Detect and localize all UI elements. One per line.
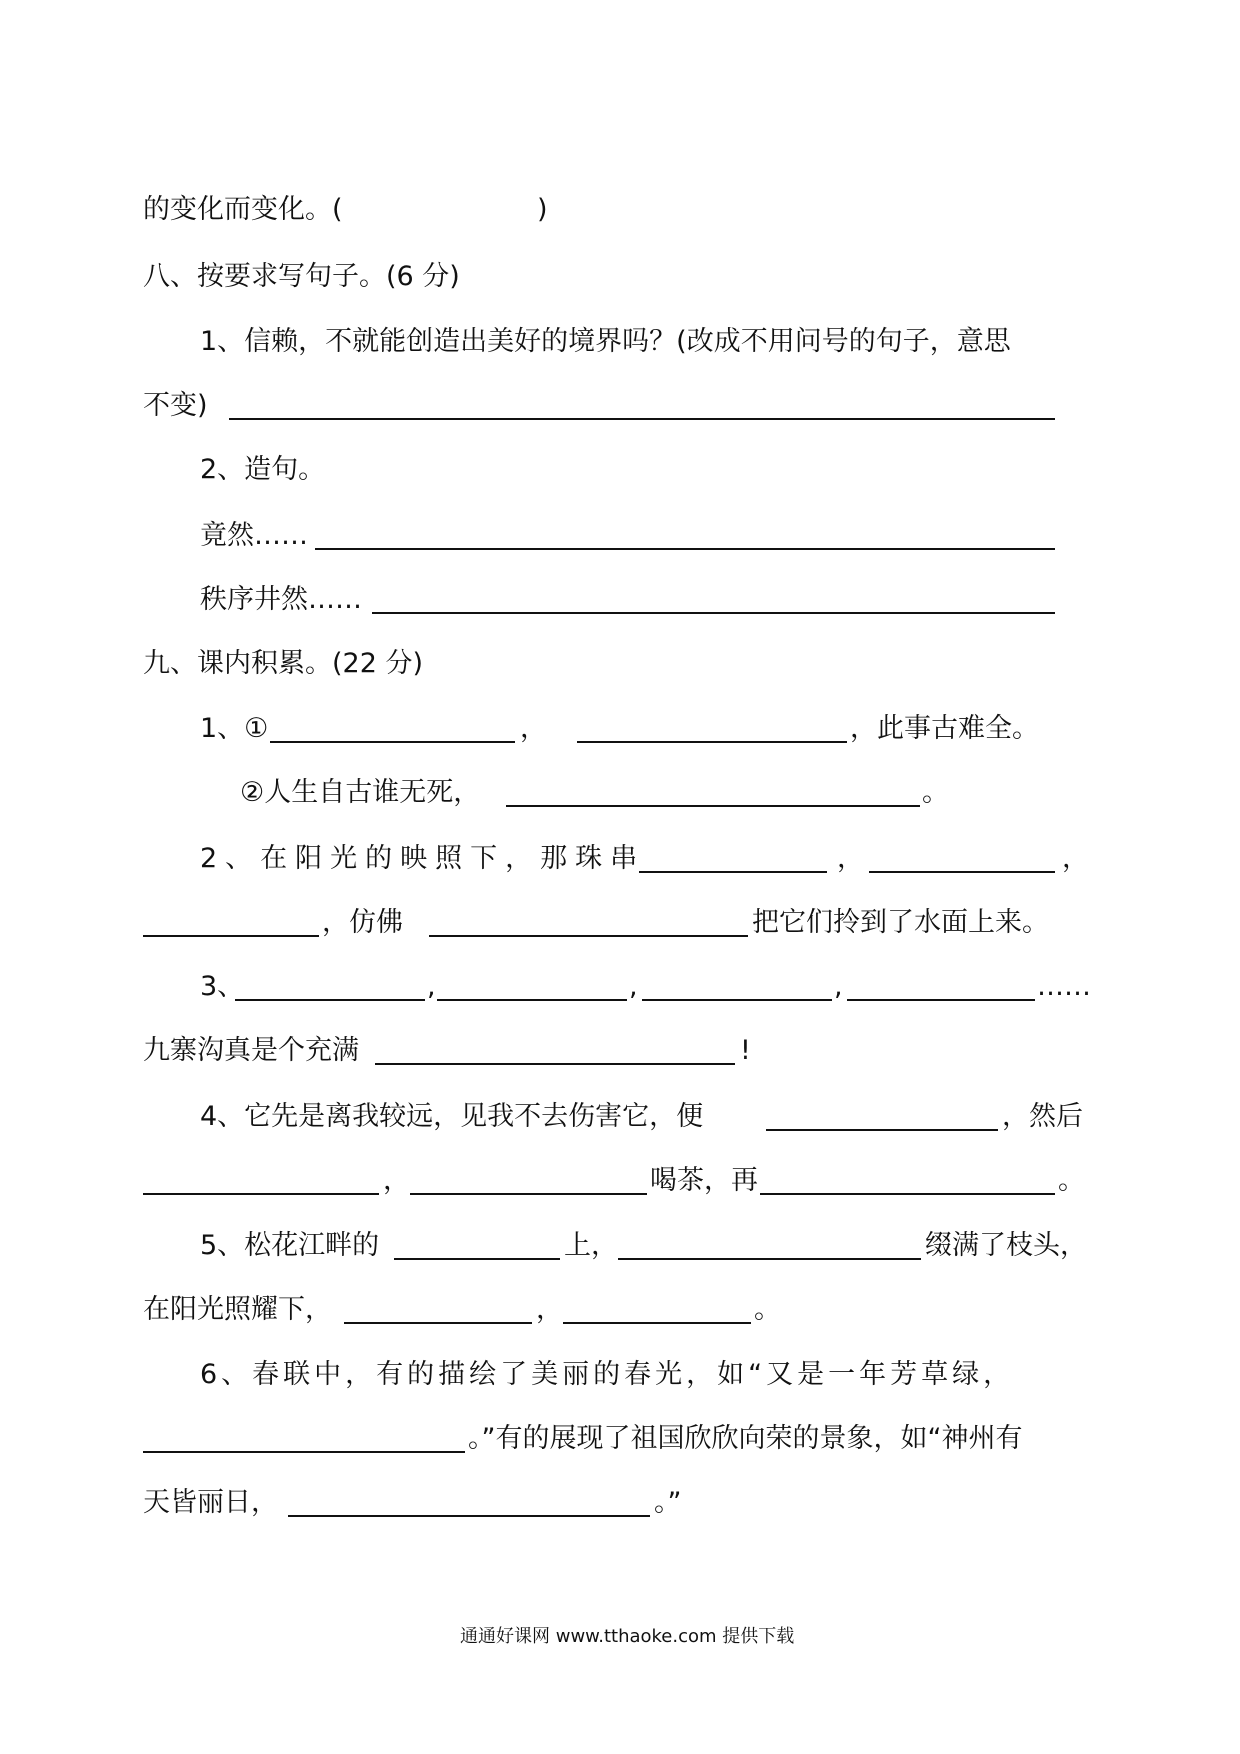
s9-q3-comma-3: , xyxy=(834,971,843,1002)
s9-q5-comma: ， xyxy=(536,1294,563,1325)
s9-q2-blank-1[interactable] xyxy=(639,839,827,873)
s9-q2-comma-2: ， xyxy=(1062,843,1089,874)
s9-q5-blank-4[interactable] xyxy=(563,1290,751,1324)
s9-q4-mid: 喝茶，再 xyxy=(650,1165,758,1196)
s9-q3-comma-1: , xyxy=(427,971,436,1002)
s9-q2-blank-4[interactable] xyxy=(429,903,748,937)
s9-q4-comma: ， xyxy=(383,1165,410,1196)
section-8-heading: 八、按要求写句子。(6 分) xyxy=(143,261,460,292)
s9-q3-blank-1[interactable] xyxy=(235,967,425,1001)
q7-tail-text: 的变化而变化。( xyxy=(143,194,343,225)
s9-q4-blank-1[interactable] xyxy=(766,1097,998,1131)
s9-q2-blank-3[interactable] xyxy=(143,903,319,937)
s9-q4-then: ，然后 xyxy=(1002,1101,1083,1132)
s9-q6-line xyxy=(0,1355,1240,1395)
s9-q1b-blank[interactable] xyxy=(506,773,920,807)
s9-q2-comma-1: ， xyxy=(837,843,864,874)
s9-q3-blank-2[interactable] xyxy=(437,967,627,1001)
s8-q2-word2: 秩序井然…… xyxy=(200,584,362,615)
s8-q1-tail: 不变) xyxy=(143,390,208,421)
s9-q5-line xyxy=(0,1226,1240,1266)
s9-q6b-line xyxy=(0,1419,1240,1459)
s9-q3b-end: ! xyxy=(740,1035,751,1066)
s9-q3-line xyxy=(0,967,1240,1007)
s9-q4-end: 。 xyxy=(1058,1165,1085,1196)
s9-q3-blank-4[interactable] xyxy=(847,967,1035,1001)
s9-q5-blank-3[interactable] xyxy=(344,1290,532,1324)
s8-q1-text: 1、信赖，不就能创造出美好的境界吗？(改成不用问号的句子，意思 xyxy=(200,326,1011,357)
s9-q6c-line xyxy=(0,1483,1240,1523)
s9-q3-label: 3、 xyxy=(200,971,245,1002)
s9-q6-end: 。” xyxy=(654,1487,682,1518)
section-9-heading: 九、课内积累。(22 分) xyxy=(143,648,424,679)
s8-q1-answer-blank[interactable] xyxy=(229,386,1055,420)
s8-q2-word1-blank[interactable] xyxy=(315,516,1055,550)
s9-q4-line xyxy=(0,1097,1240,1137)
s9-q5b-line xyxy=(0,1290,1240,1330)
s9-q5-blank-2[interactable] xyxy=(618,1226,921,1260)
s8-q1-line xyxy=(0,322,1240,362)
s9-q1-comma: ， xyxy=(520,713,547,744)
page-footer-line xyxy=(0,1617,1240,1657)
s9-q1-blank-2[interactable] xyxy=(577,709,847,743)
s9-q5-branch: 缀满了枝头， xyxy=(925,1230,1087,1261)
s9-q2-mid: ，仿佛 xyxy=(322,907,403,938)
s9-q1b-line xyxy=(0,773,1240,813)
s9-q2-blank-2[interactable] xyxy=(869,839,1055,873)
s9-q1-blank-1[interactable] xyxy=(270,709,515,743)
s9-q6b-text: 。”有的展现了祖国欣欣向荣的景象，如“神州有 xyxy=(468,1423,1023,1454)
s9-q1-end: ，此事古难全。 xyxy=(850,713,1039,744)
s9-q2-end: 把它们拎到了水面上来。 xyxy=(752,907,1049,938)
s9-q4-blank-4[interactable] xyxy=(760,1161,1055,1195)
s8-q2-word2-line xyxy=(0,580,1240,620)
s9-q3-comma-2: , xyxy=(629,971,638,1002)
s8-q2-word1: 竟然…… xyxy=(200,520,308,551)
s9-q4b-line xyxy=(0,1161,1240,1201)
s9-q1b-end: 。 xyxy=(922,777,949,808)
s8-q2-line xyxy=(0,450,1240,490)
s8-q2-word1-line xyxy=(0,516,1240,556)
s8-q2-word2-blank[interactable] xyxy=(372,580,1055,614)
s9-q2-line xyxy=(0,839,1240,879)
s9-q3b-text: 九寨沟真是个充满 xyxy=(143,1035,359,1066)
s9-q5-blank-1[interactable] xyxy=(394,1226,560,1260)
s9-q1-line xyxy=(0,709,1240,749)
s9-q3b-line xyxy=(0,1031,1240,1071)
s9-q5-text: 5、松花江畔的 xyxy=(200,1230,380,1261)
page-footer: 通通好课网 www.tthaoke.com 提供下载 xyxy=(460,1626,795,1647)
s9-q5-end: 。 xyxy=(754,1294,781,1325)
s9-q3-ellipsis: …… xyxy=(1037,971,1091,1002)
s8-q2-text: 2、造句。 xyxy=(200,454,326,485)
s8-q1-answer-line xyxy=(0,386,1240,426)
s9-q1-label: 1、① xyxy=(200,713,269,744)
section-9-heading-line xyxy=(0,644,1240,684)
s9-q6c-text: 天皆丽日， xyxy=(143,1487,278,1518)
s9-q3-blank-3[interactable] xyxy=(642,967,832,1001)
s9-q6-text: 6、春联中，有的描绘了美丽的春光，如“又是一年芳草绿， xyxy=(200,1359,1015,1390)
s9-q5-on: 上， xyxy=(564,1230,618,1261)
s9-q6-blank-1[interactable] xyxy=(143,1419,465,1453)
q7-close-paren: ) xyxy=(537,194,548,225)
s9-q1b-text: ②人生自古谁无死， xyxy=(240,777,481,808)
s9-q2b-line xyxy=(0,903,1240,943)
s9-q3b-blank[interactable] xyxy=(375,1031,735,1065)
q7-tail-line xyxy=(0,190,1240,230)
s9-q4-blank-3[interactable] xyxy=(410,1161,647,1195)
s9-q4-text: 4、它先是离我较远，见我不去伤害它，便 xyxy=(200,1101,704,1132)
section-8-heading-line xyxy=(0,257,1240,297)
s9-q2-text: 2、在阳光的映照下，那珠串 xyxy=(200,843,646,874)
s9-q6-blank-2[interactable] xyxy=(288,1483,650,1517)
s9-q5b-text: 在阳光照耀下， xyxy=(143,1294,332,1325)
s9-q4-blank-2[interactable] xyxy=(143,1161,379,1195)
